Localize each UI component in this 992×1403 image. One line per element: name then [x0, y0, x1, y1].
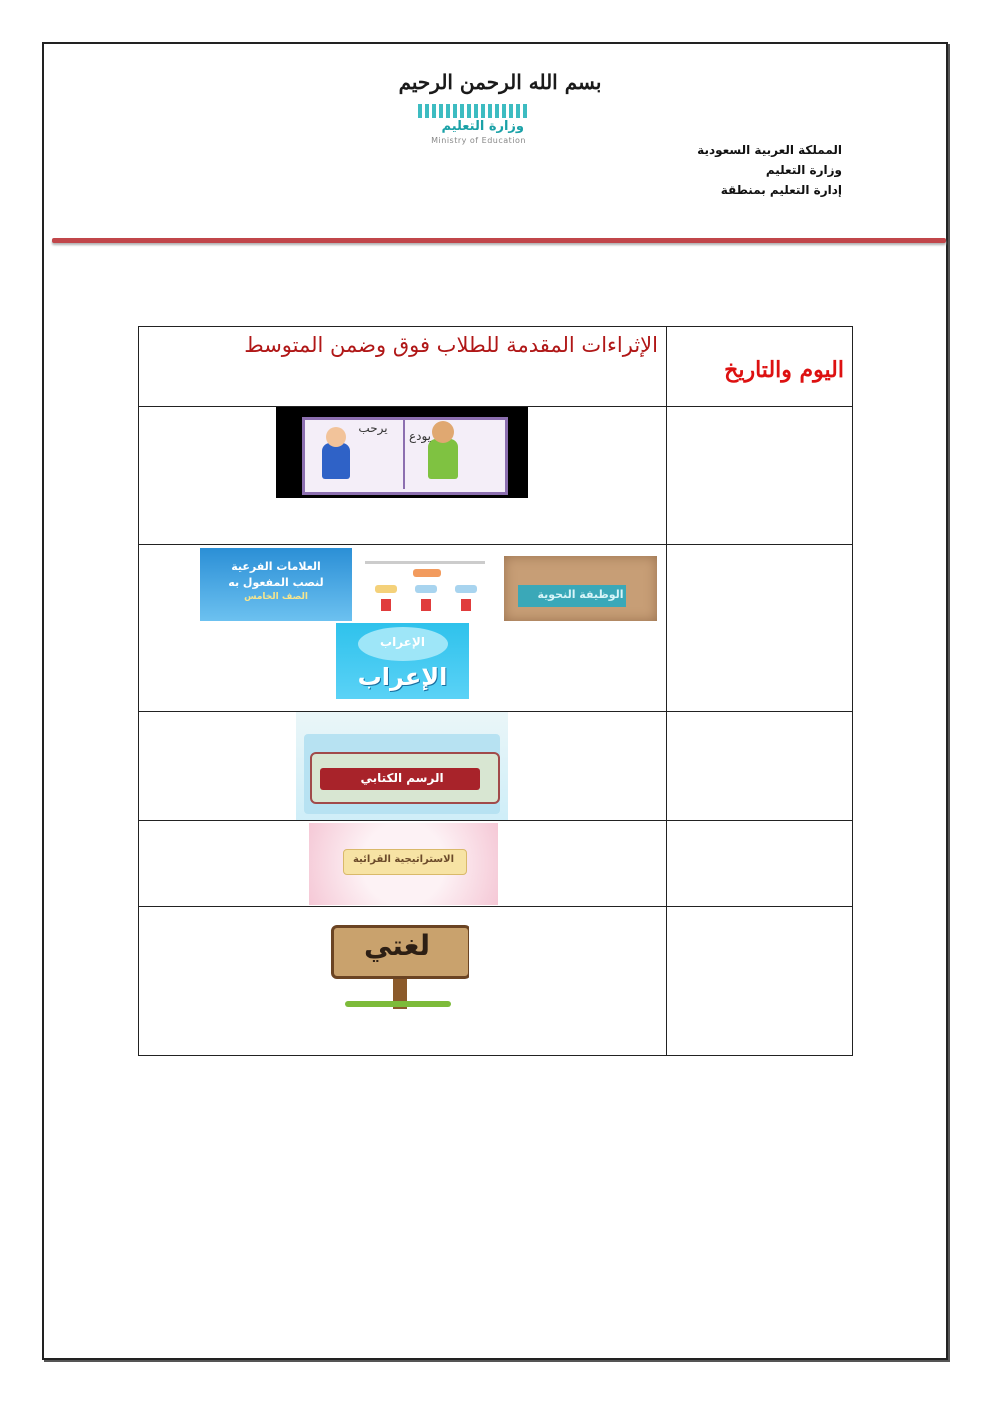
- date-cell: [667, 545, 853, 712]
- image-label: الإعراب: [357, 663, 448, 691]
- header-line-ministry: وزارة التعليم: [765, 163, 842, 177]
- diagram-image: [355, 555, 497, 623]
- basmala: بسم الله الرحمن الرحيم: [398, 70, 602, 94]
- date-cell: [667, 407, 853, 545]
- image-label: الرسم الكتابي: [360, 771, 444, 785]
- header-info: [697, 140, 842, 200]
- image-label: الصف الخامس: [244, 592, 308, 602]
- my-language-sign-image: [325, 913, 469, 1013]
- date-label: اليوم والتاريخ: [724, 357, 844, 383]
- table-title-cell: [139, 327, 667, 407]
- table-row: [139, 545, 667, 712]
- logo-arabic-text: وزارة التعليم: [441, 119, 524, 134]
- image-label: لغتي: [363, 929, 431, 962]
- welcome-farewell-image: [276, 407, 528, 498]
- reading-strategy-image: [309, 823, 498, 905]
- image-label: لنصب المفعول به: [228, 576, 324, 589]
- date-cell: [667, 712, 853, 821]
- image-label: يودع: [408, 429, 432, 443]
- enrichment-table: [138, 326, 853, 1056]
- image-label: العلامات الفرعية: [231, 560, 321, 573]
- table-title: الإثراءات المقدمة للطلاب فوق وضمن المتوسط: [244, 333, 658, 357]
- image-label: الاستراتيجية القرائية: [352, 854, 455, 865]
- parsing-image: [336, 623, 469, 699]
- logo-english-text: Ministry of Education: [431, 136, 526, 145]
- image-label: الوظيفة النحوية: [537, 588, 624, 601]
- image-label: الإعراب: [380, 635, 425, 649]
- header-line-kingdom: المملكة العربية السعودية: [697, 143, 842, 157]
- grammar-function-image: [504, 556, 657, 621]
- date-cell: [667, 907, 853, 1056]
- table-row: [139, 407, 667, 545]
- header-line-department: إدارة التعليم بمنطقة: [720, 183, 842, 197]
- date-header-cell: [667, 327, 853, 407]
- date-cell: [667, 821, 853, 907]
- table-row: [139, 907, 667, 1056]
- sub-signs-image: [200, 548, 352, 621]
- writing-image: [296, 712, 508, 820]
- header-divider: [52, 238, 946, 243]
- image-label: يرحب: [358, 421, 388, 435]
- table-row: [139, 712, 667, 821]
- logo-dots-icon: [418, 104, 528, 118]
- ministry-logo: [404, 104, 528, 148]
- table-row: [139, 821, 667, 907]
